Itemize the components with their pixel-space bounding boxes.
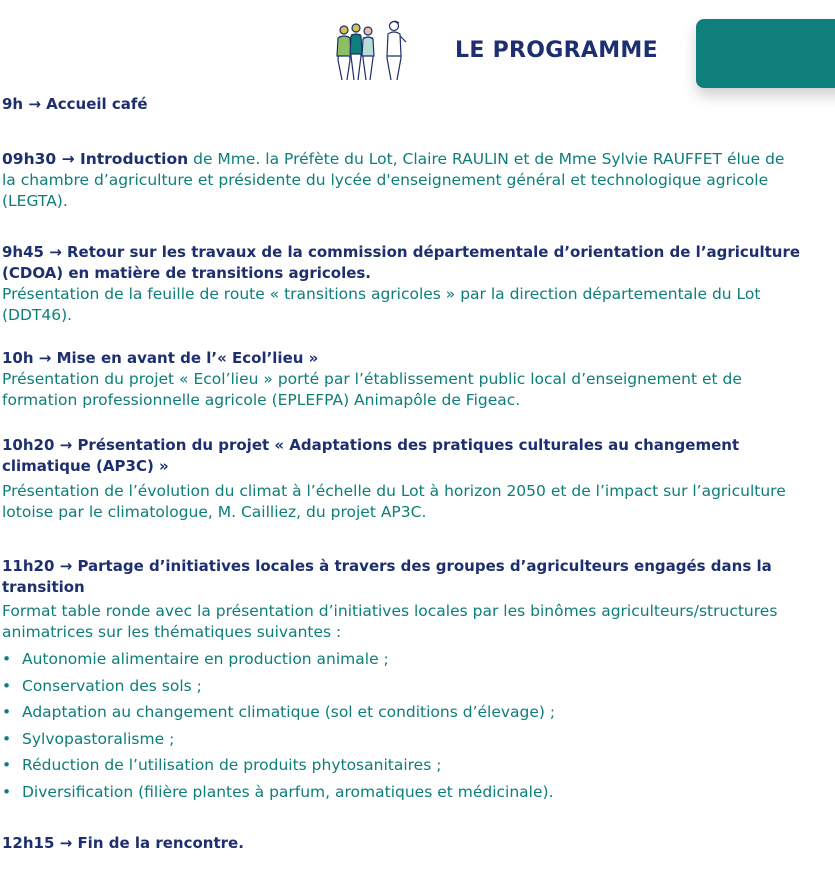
item-heading: 9h45 → Retour sur les travaux de la commission départementale d’orientation de l’agriculture (CDOA) en matière de transitions agricoles. [2, 243, 801, 282]
header [0, 0, 835, 92]
item-text: Présentation de la feuille de route « transitions agricoles » par la direction départementale du Lot (DDT46). [2, 285, 761, 324]
program-list [2, 94, 802, 854]
item-text: Présentation du projet « Ecol’lieu » porté par l’établissement public local d’enseignement et de formation professionnelle agricole (EPLEFPA) Animapôle de Figeac. [2, 370, 742, 409]
bullet-icon: • [2, 756, 12, 774]
item-heading: 9h → Accueil café [2, 95, 148, 113]
bullet-icon: • [2, 782, 12, 801]
list-item [2, 673, 802, 700]
decorative-tab [696, 19, 835, 88]
list-item [2, 752, 802, 779]
item-heading: 11h20 → Partage d’initiatives locales à travers des groupes d’agriculteurs engagés dans la transition [2, 557, 772, 596]
bullet-icon: • [2, 676, 12, 695]
list-item [2, 699, 802, 726]
bullet-icon: • [2, 650, 12, 668]
people-group-icon [332, 16, 414, 82]
program-item [2, 833, 802, 854]
item-text: Format table ronde avec la présentation d’initiatives locales par les binômes agriculteurs/structures animatrices sur les thématiques suivantes : [2, 602, 778, 641]
list-item-label: Autonomie alimentaire en production animale ; [22, 650, 389, 668]
item-text: Présentation de l’évolution du climat à l’échelle du Lot à horizon 2050 et de l’impact sur l’agriculture lotoise par le climatologue, M. Cailliez, du projet AP3C. [2, 482, 786, 521]
program-item [2, 556, 802, 805]
bullet-icon: • [2, 703, 12, 721]
list-item-label: Diversification (filière plantes à parfum, aromatiques et médicinale). [22, 782, 554, 801]
list-item [2, 779, 802, 806]
topics-list [2, 646, 802, 805]
item-text: de Mme. la Préfète du Lot, Claire RAULIN et de Mme Sylvie RAUFFET élue de la chambre d’agriculture et présidente du lycée d'enseignement général et technologique agricole (LEGTA). [2, 150, 785, 210]
program-item [2, 348, 802, 411]
list-item-label: Conservation des sols ; [22, 676, 202, 695]
item-heading: 12h15 → Fin de la rencontre. [2, 834, 244, 852]
item-heading: 10h20 → Présentation du projet « Adaptations des pratiques culturales au changement climatique (AP3C) » [2, 436, 740, 475]
list-item-label: Réduction de l’utilisation de produits phytosanitaires ; [22, 756, 442, 774]
bullet-icon: • [2, 729, 12, 748]
list-item-label: Adaptation au changement climatique (sol et conditions d’élevage) ; [22, 703, 556, 721]
program-item [2, 435, 802, 523]
list-item [2, 646, 802, 673]
list-item-label: Sylvopastoralisme ; [22, 729, 175, 748]
program-item [2, 242, 802, 326]
program-item [2, 149, 802, 212]
item-heading: 09h30 → Introduction [2, 150, 189, 168]
item-heading: 10h → Mise en avant de l’« Ecol’lieu » [2, 349, 319, 367]
item-body [2, 149, 802, 212]
program-item [2, 94, 802, 115]
page-title: LE PROGRAMME [455, 38, 658, 63]
list-item [2, 726, 802, 753]
